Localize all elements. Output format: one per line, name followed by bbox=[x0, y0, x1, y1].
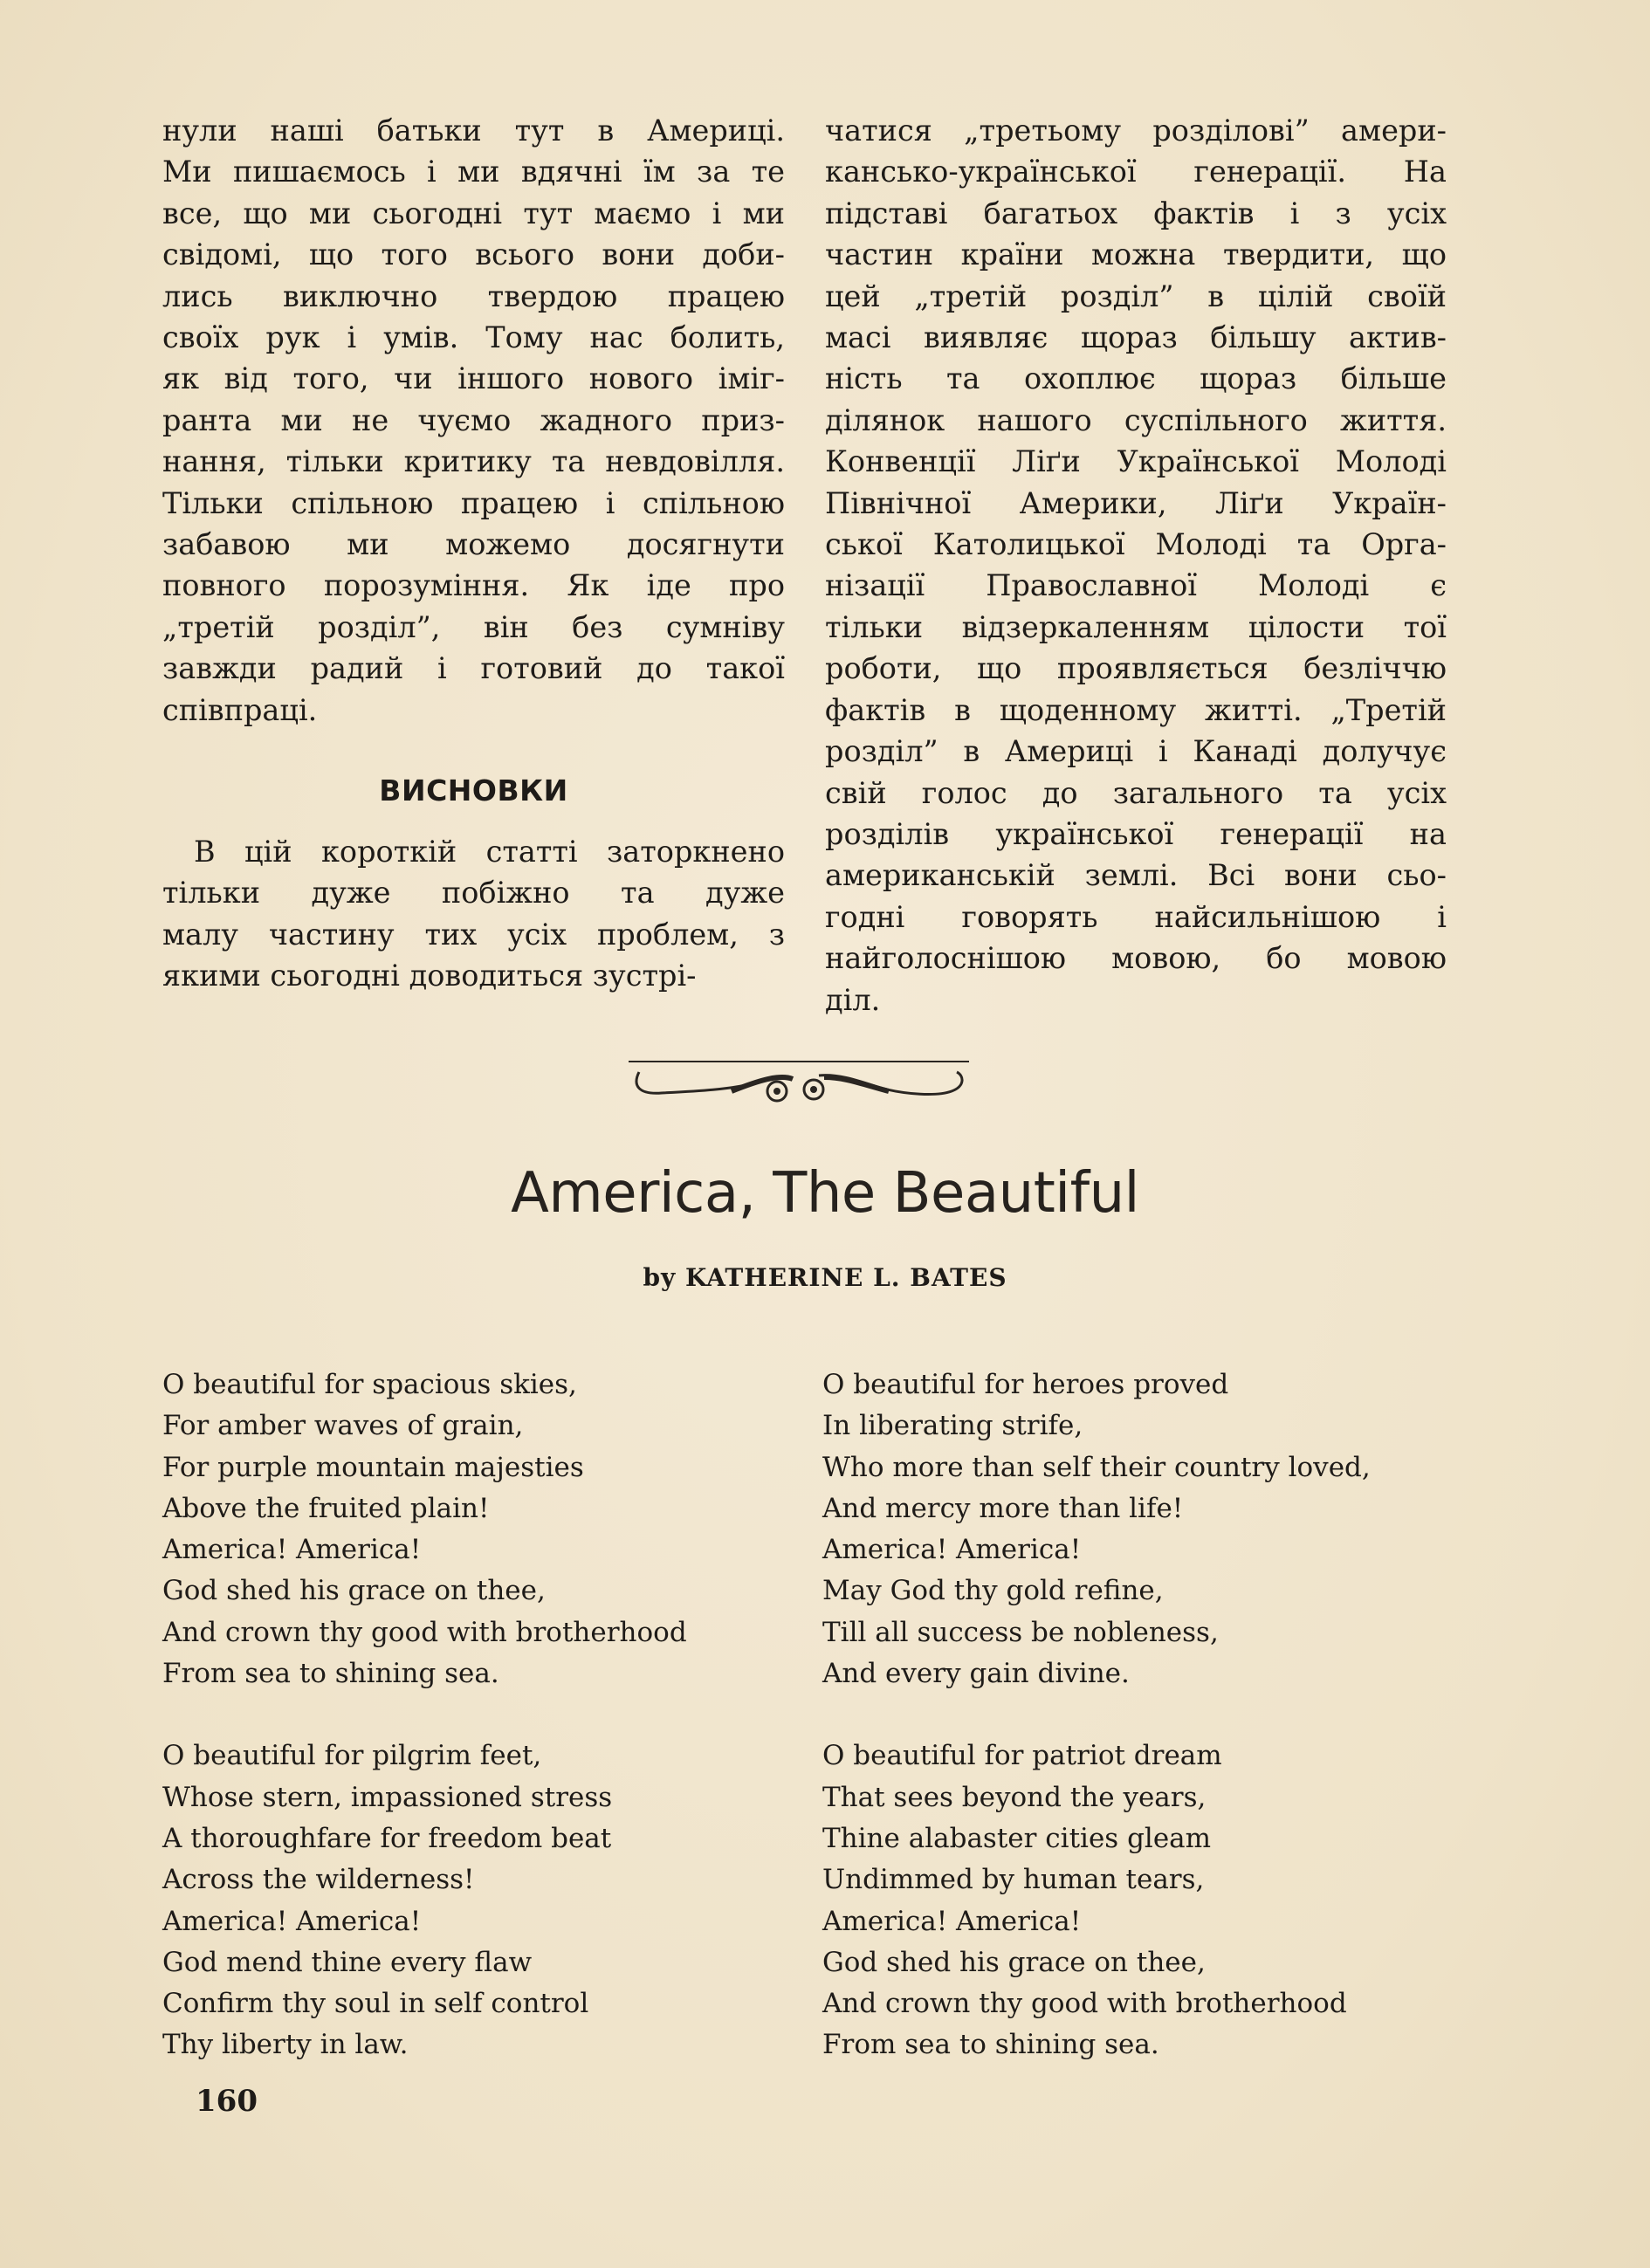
poem-line: Thine alabaster cities gleam bbox=[822, 1822, 1212, 1854]
text-line: масі виявляє щораз більшу актив- bbox=[825, 320, 1447, 355]
poem-right-column bbox=[822, 1364, 1371, 2107]
text-line: співпраці. bbox=[162, 692, 318, 727]
poem-line: A thoroughfare for freedom beat bbox=[162, 1822, 612, 1854]
poem-line: Confirm thy soul in self control bbox=[162, 1988, 589, 2020]
text-line: нізації Православної Молоді є bbox=[825, 568, 1447, 603]
left-article-column bbox=[162, 110, 785, 731]
poem-line: Across the wilderness! bbox=[162, 1864, 475, 1896]
poem-line: And crown thy good with brotherhood bbox=[822, 1988, 1347, 2020]
poem-stanza bbox=[162, 1364, 687, 1694]
poem-line: America! America! bbox=[822, 1534, 1082, 1566]
poem-line: Undimmed by human tears, bbox=[822, 1864, 1205, 1896]
text-line: „третій розділ”, він без сумніву bbox=[162, 609, 785, 644]
poem-line: O beautiful for pilgrim feet, bbox=[162, 1740, 542, 1772]
text-line: своїх рук і умів. Тому нас болить, bbox=[162, 320, 785, 355]
poem-left-column bbox=[162, 1364, 687, 2107]
poem-line: God shed his grace on thee, bbox=[162, 1575, 546, 1607]
text-line: найголоснішою мовою, бо мовою bbox=[825, 941, 1447, 976]
text-line: ділянок нашого суспільного життя. bbox=[825, 402, 1447, 437]
poem-line: O beautiful for heroes proved bbox=[822, 1369, 1229, 1400]
text-line: розділ” в Америці і Канаді долучує bbox=[825, 734, 1447, 769]
poem-line: God mend thine every flaw bbox=[162, 1946, 533, 1978]
poem-line: And mercy more than life! bbox=[822, 1492, 1184, 1524]
poem-line: For purple mountain majesties bbox=[162, 1451, 584, 1483]
text-line: завжди радий і готовий до такої bbox=[162, 651, 785, 686]
text-line: цей „третій розділ” в цілій своїй bbox=[825, 278, 1447, 313]
text-line: якими сьогодні доводиться зустрі- bbox=[162, 959, 697, 993]
poem-stanza bbox=[822, 1364, 1371, 1694]
text-line: кансько-української генерації. На bbox=[825, 155, 1447, 189]
text-line: Конвенції Ліґи Української Молоді bbox=[825, 444, 1447, 479]
text-line: повного порозуміння. Як іде про bbox=[162, 568, 785, 603]
poem-line: Thy liberty in law. bbox=[162, 2029, 409, 2061]
decorative-flourish-divider bbox=[627, 1056, 971, 1117]
text-line: малу частину тих усіх проблем, з bbox=[162, 917, 785, 952]
text-line: В цій короткій статті заторкнено bbox=[194, 835, 785, 869]
poem-line: May God thy gold refine, bbox=[822, 1575, 1164, 1607]
text-line: тільки дуже побіжно та дуже bbox=[162, 876, 785, 911]
text-line: частин країни можна твердити, що bbox=[825, 237, 1447, 272]
text-line: Північної Америки, Ліґи Україн- bbox=[825, 485, 1447, 520]
text-line: Ми пишаємось і ми вдячні їм за те bbox=[162, 155, 785, 189]
text-line: ської Католицької Молоді та Орга- bbox=[825, 527, 1447, 562]
poem-stanza bbox=[822, 1735, 1371, 2065]
poem-line: Who more than self their country loved, bbox=[822, 1451, 1371, 1483]
text-line: фактів в щоденному житті. „Третій bbox=[825, 692, 1447, 727]
poem-line: That sees beyond the years, bbox=[822, 1781, 1207, 1813]
text-line: ність та охоплює щораз більше bbox=[825, 361, 1447, 396]
text-line: годні говорять найсильнішою і bbox=[825, 899, 1447, 934]
page-number: 160 bbox=[196, 2084, 258, 2119]
text-line: тільки відзеркаленням цілости тої bbox=[825, 609, 1447, 644]
poem-line: America! America! bbox=[822, 1905, 1082, 1937]
text-line: американській землі. Всі вони сьо- bbox=[825, 858, 1447, 893]
text-line: нання, тільки критику та невдовілля. bbox=[162, 444, 785, 479]
poem-line: In liberating strife, bbox=[822, 1410, 1083, 1442]
poem-line: From sea to shining sea. bbox=[822, 2029, 1159, 2061]
text-line: роботи, що проявляється безліччю bbox=[825, 651, 1447, 686]
poem-line: Whose stern, impassioned stress bbox=[162, 1781, 613, 1813]
text-line: ранта ми не чуємо жадного приз- bbox=[162, 402, 785, 437]
poem-stanza bbox=[162, 1735, 687, 2065]
text-line: лись виключно твердою працею bbox=[162, 278, 785, 313]
text-line: все, що ми сьогодні тут маємо і ми bbox=[162, 196, 785, 230]
text-line: розділів української генерації на bbox=[825, 816, 1447, 851]
poem-line: God shed his grace on thee, bbox=[822, 1946, 1206, 1978]
poem-line: For amber waves of grain, bbox=[162, 1410, 524, 1442]
right-article-column bbox=[825, 110, 1447, 1021]
poem-line: Above the fruited plain! bbox=[162, 1492, 490, 1524]
poem-line: O beautiful for patriot dream bbox=[822, 1740, 1222, 1772]
text-line: як від того, чи іншого нового іміг- bbox=[162, 361, 785, 396]
poem-line: America! America! bbox=[162, 1905, 422, 1937]
text-line: свідомі, що того всього вони доби- bbox=[162, 237, 785, 272]
poem-byline: by KATHERINE L. BATES bbox=[643, 1263, 1007, 1292]
poem-line: America! America! bbox=[162, 1534, 422, 1566]
poem-line: And crown thy good with brotherhood bbox=[162, 1616, 687, 1648]
conclusions-paragraph bbox=[162, 831, 785, 997]
text-line: свій голос до загального та усіх bbox=[825, 775, 1447, 810]
text-line: Тільки спільною працею і спільною bbox=[162, 485, 785, 520]
text-line: забавою ми можемо досягнути bbox=[162, 527, 785, 562]
poem-title: America, The Beautiful bbox=[511, 1161, 1139, 1226]
poem-line: And every gain divine. bbox=[822, 1658, 1130, 1690]
text-line: чатися „третьому розділові” амери- bbox=[825, 113, 1447, 148]
text-line: діл. bbox=[825, 982, 881, 1017]
text-line: нули наші батьки тут в Америці. bbox=[162, 113, 785, 148]
section-heading-conclusions: ВИСНОВКИ bbox=[379, 773, 568, 808]
poem-line: Till all success be nobleness, bbox=[822, 1616, 1219, 1648]
poem-line: From sea to shining sea. bbox=[162, 1658, 499, 1690]
poem-line: O beautiful for spacious skies, bbox=[162, 1369, 577, 1400]
text-line: підставі багатьох фактів і з усіх bbox=[825, 196, 1447, 230]
